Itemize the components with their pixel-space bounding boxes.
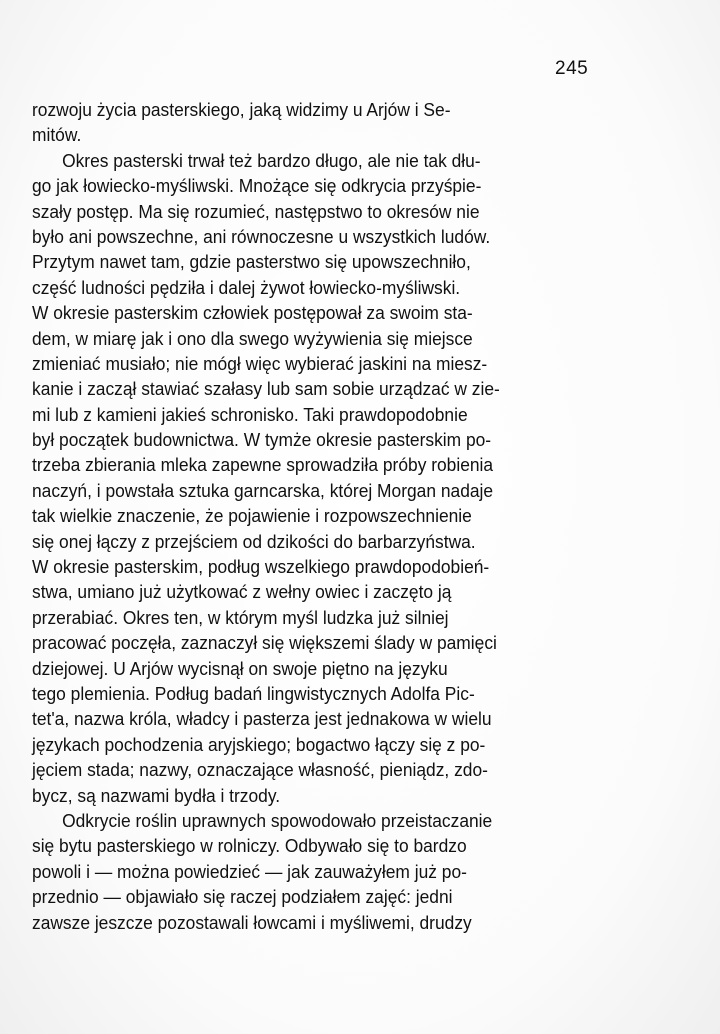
text-line: zawsze jeszcze pozostawali łowcami i myśliwemi, drudzy (32, 911, 472, 933)
text-line: go jak łowiecko-myśliwski. Mnożące się odkrycia przyśpie- (32, 175, 482, 197)
text-line: się onej łączy z przejściem od dzikości do barbarzyństwa. (32, 530, 476, 552)
text-line: W okresie pasterskim, podług wszelkiego prawdopodobień- (32, 556, 490, 578)
text-line: bycz, są nazwami bydła i trzody. (32, 784, 281, 806)
text-line: kanie i zaczął stawiać szałasy lub sam sobie urządzać w zie- (32, 378, 500, 400)
text-line: naczyń, i powstała sztuka garncarska, której Morgan nadaje (32, 479, 494, 501)
text-line: trzeba zbierania mleka zapewne sprowadziła próby robienia (32, 454, 494, 476)
text-line: jęciem stada; nazwy, oznaczające własność, pieniądz, zdo- (32, 759, 488, 781)
text-line: przednio — objawiało się raczej podziałem zajęć: jedni (32, 886, 453, 908)
text-line: był początek budownictwa. W tymże okresie pasterskim po- (32, 429, 492, 451)
text-line: W okresie pasterskim człowiek postępował za swoim sta- (32, 302, 473, 324)
text-line: pracować poczęła, zaznaczył się większemi ślady w pamięci (32, 632, 497, 654)
text-line: przerabiać. Okres ten, w którym myśl ludzka już silniej (32, 606, 449, 628)
text-line: się bytu pasterskiego w rolniczy. Odbywało się to bardzo (32, 835, 467, 857)
text-line: tet'a, nazwa króla, władcy i pasterza jest jednakowa w wielu (32, 708, 492, 730)
page-number: 245 (555, 58, 589, 79)
text-line: dem, w miarę jak i ono dla swego wyżywienia się miejsce (32, 327, 473, 349)
text-line: powoli i — można powiedzieć — jak zauważyłem już po- (32, 860, 467, 882)
text-line: mitów. (32, 124, 82, 146)
text-line: Okres pasterski trwał też bardzo długo, ale nie tak dłu- (62, 149, 481, 171)
text-line: stwa, umiano już użytkować z wełny owiec i zaczęto ją (32, 581, 452, 603)
text-line: językach pochodzenia aryjskiego; bogactwo łączy się z po- (32, 733, 486, 755)
text-line: mi lub z kamieni jakieś schronisko. Taki prawdopodobnie (32, 403, 468, 425)
text-line: zmieniać musiało; nie mógł więc wybierać jaskini na miesz- (32, 352, 488, 374)
text-line: rozwoju życia pasterskiego, jaką widzimy u Arjów i Se- (32, 99, 451, 120)
text-line: szały postęp. Ma się rozumieć, następstwo to okresów nie (32, 200, 480, 222)
text-line: było ani powszechne, ani równoczesne u wszystkich ludów. (32, 225, 491, 247)
text-line: Przytym nawet tam, gdzie pasterstwo się upowszechniło, (32, 251, 471, 273)
text-line: tak wielkie znaczenie, że pojawienie i rozpowszechnienie (32, 505, 472, 527)
text-line: część ludności pędziła i dalej żywot łowiecko-myśliwski. (32, 276, 461, 298)
body-text (32, 97, 594, 935)
text-line: tego plemienia. Podług badań lingwistycznych Adolfa Pic- (32, 682, 475, 704)
text-line: Odkrycie roślin uprawnych spowodowało przeistaczanie (62, 809, 493, 831)
text-line: dziejowej. U Arjów wycisnął on swoje piętno na języku (32, 657, 448, 679)
